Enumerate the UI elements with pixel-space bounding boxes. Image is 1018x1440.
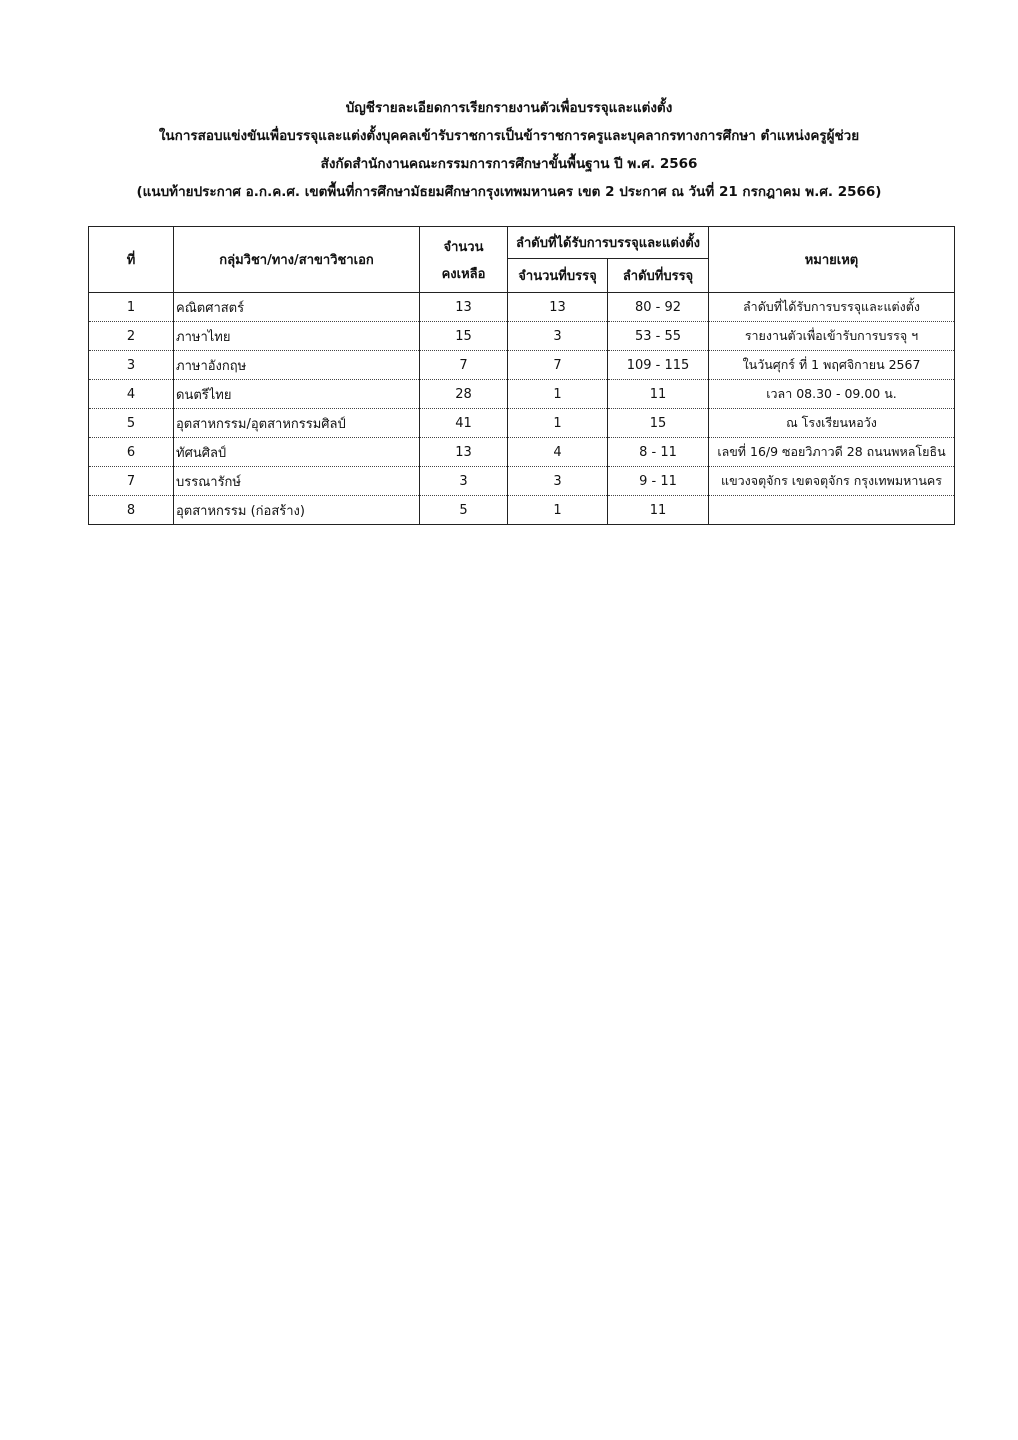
cell-subject: ดนตรีไทย — [174, 380, 420, 409]
column-header-no: ที่ — [89, 227, 174, 293]
column-header-order: ลำดับที่บรรจุ — [608, 259, 709, 293]
cell-count: 13 — [508, 293, 608, 322]
document-header — [0, 94, 1018, 206]
table-row — [89, 351, 955, 380]
cell-subject: คณิตศาสตร์ — [174, 293, 420, 322]
table-row — [89, 438, 955, 467]
cell-remaining: 13 — [420, 438, 508, 467]
cell-count: 7 — [508, 351, 608, 380]
cell-remaining: 28 — [420, 380, 508, 409]
cell-no: 2 — [89, 322, 174, 351]
cell-remark: เลขที่ 16/9 ซอยวิภาวดี 28 ถนนพหลโยธิน — [709, 438, 955, 467]
cell-count: 1 — [508, 380, 608, 409]
cell-remaining: 7 — [420, 351, 508, 380]
table-row — [89, 496, 955, 525]
cell-remark: เวลา 08.30 - 09.00 น. — [709, 380, 955, 409]
cell-count: 1 — [508, 409, 608, 438]
table-row — [89, 293, 955, 322]
cell-no: 6 — [89, 438, 174, 467]
document-annex-note: (แนบท้ายประกาศ อ.ก.ค.ศ. เขตพื้นที่การศึกษามัธยมศึกษากรุงเทพมหานคร เขต 2 ประกาศ ณ วันที่ 21 กรกฎาคม พ.ศ. 2566) — [136, 184, 882, 200]
cell-order: 8 - 11 — [608, 438, 709, 467]
cell-count: 3 — [508, 322, 608, 351]
cell-subject: บรรณารักษ์ — [174, 467, 420, 496]
cell-order: 109 - 115 — [608, 351, 709, 380]
cell-remaining: 3 — [420, 467, 508, 496]
cell-no: 5 — [89, 409, 174, 438]
cell-remark: ในวันศุกร์ ที่ 1 พฤศจิกายน 2567 — [709, 351, 955, 380]
cell-order: 15 — [608, 409, 709, 438]
table-header — [89, 227, 955, 293]
column-header-group: ลำดับที่ได้รับการบรรจุและแต่งตั้ง — [508, 227, 709, 259]
column-header-remark: หมายเหตุ — [709, 227, 955, 293]
cell-order: 11 — [608, 380, 709, 409]
table-row — [89, 409, 955, 438]
cell-remark: ณ โรงเรียนหอวัง — [709, 409, 955, 438]
column-header-remaining-line2: คงเหลือ — [441, 266, 486, 282]
cell-remark: ลำดับที่ได้รับการบรรจุและแต่งตั้ง — [709, 293, 955, 322]
cell-remaining: 15 — [420, 322, 508, 351]
cell-subject: อุตสาหกรรม (ก่อสร้าง) — [174, 496, 420, 525]
cell-no: 7 — [89, 467, 174, 496]
document-title: บัญชีรายละเอียดการเรียกรายงานตัวเพื่อบรรจุและแต่งตั้ง — [345, 100, 673, 116]
cell-count: 4 — [508, 438, 608, 467]
cell-order: 80 - 92 — [608, 293, 709, 322]
document-subtitle: ในการสอบแข่งขันเพื่อบรรจุและแต่งตั้งบุคคลเข้ารับราชการเป็นข้าราชการครูและบุคลากรทางการศึกษา ตำแหน่งครูผู้ช่วย — [158, 128, 860, 144]
table-row — [89, 380, 955, 409]
cell-subject: ทัศนศิลป์ — [174, 438, 420, 467]
table-row — [89, 467, 955, 496]
cell-order: 9 - 11 — [608, 467, 709, 496]
cell-count: 1 — [508, 496, 608, 525]
cell-remaining: 5 — [420, 496, 508, 525]
cell-count: 3 — [508, 467, 608, 496]
cell-remark — [709, 496, 955, 525]
column-header-remaining-line1: จำนวน — [443, 239, 484, 255]
document-affiliation: สังกัดสำนักงานคณะกรรมการการศึกษาขั้นพื้นฐาน ปี พ.ศ. 2566 — [320, 156, 698, 172]
cell-no: 1 — [89, 293, 174, 322]
table-body — [89, 293, 955, 525]
cell-remaining: 13 — [420, 293, 508, 322]
cell-remaining: 41 — [420, 409, 508, 438]
cell-no: 3 — [89, 351, 174, 380]
cell-remark: แขวงจตุจักร เขตจตุจักร กรุงเทพมหานคร — [709, 467, 955, 496]
column-header-count: จำนวนที่บรรจุ — [508, 259, 608, 293]
cell-no: 8 — [89, 496, 174, 525]
cell-no: 4 — [89, 380, 174, 409]
column-header-remaining — [420, 227, 508, 293]
column-header-subject: กลุ่มวิชา/ทาง/สาขาวิชาเอก — [174, 227, 420, 293]
cell-subject: อุตสาหกรรม/อุตสาหกรรมศิลป์ — [174, 409, 420, 438]
table-row — [89, 322, 955, 351]
cell-subject: ภาษาไทย — [174, 322, 420, 351]
cell-order: 11 — [608, 496, 709, 525]
cell-order: 53 - 55 — [608, 322, 709, 351]
appointment-table — [88, 226, 955, 525]
cell-remark: รายงานตัวเพื่อเข้ารับการบรรจุ ฯ — [709, 322, 955, 351]
cell-subject: ภาษาอังกฤษ — [174, 351, 420, 380]
